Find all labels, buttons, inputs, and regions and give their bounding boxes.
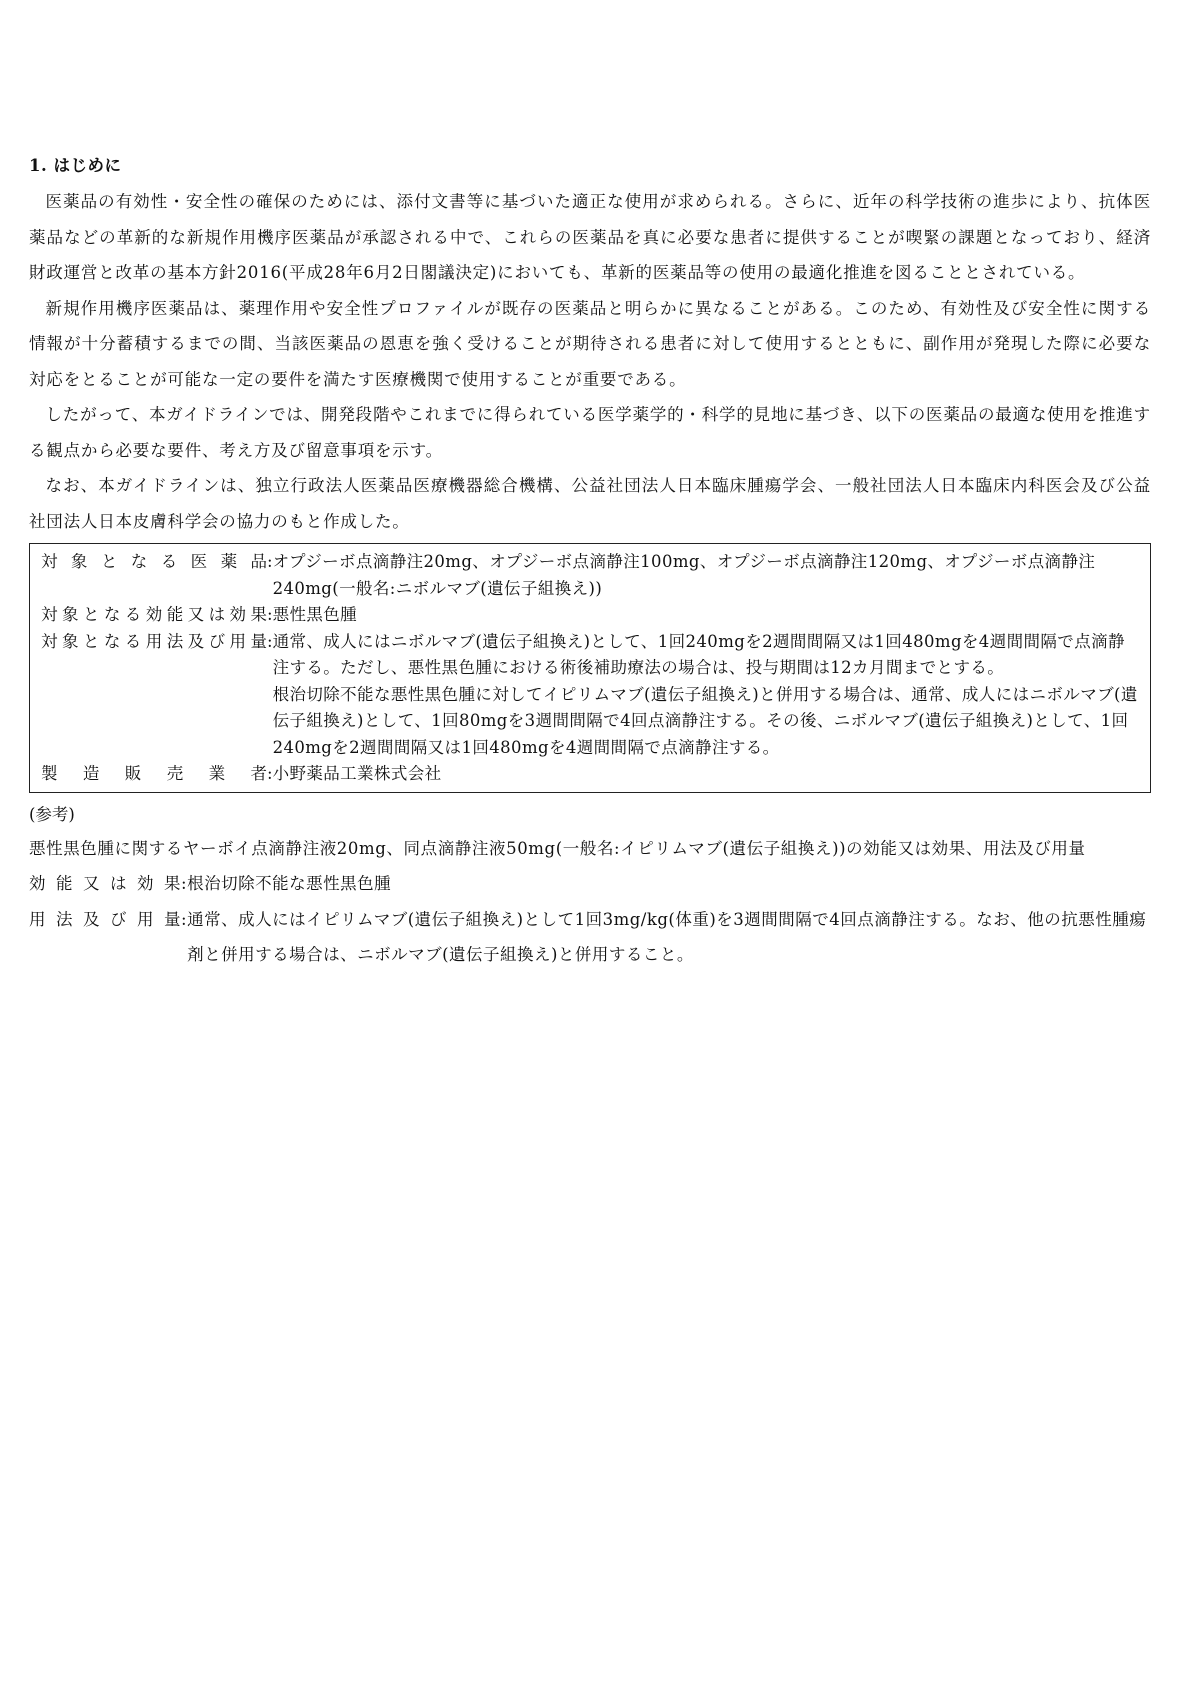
reference-heading: (参考) (29, 804, 75, 824)
info-label: 対象となる用法及び用量 (41, 631, 267, 651)
info-label: 製造販売業者 (41, 764, 267, 783)
reference-row-indication (29, 866, 1151, 902)
info-colon: : (267, 764, 273, 783)
reference-value: 根治切除不能な悪性黒色腫 (187, 874, 392, 893)
section-heading: 1. はじめに (29, 156, 122, 175)
info-row-indication (40, 602, 1140, 629)
info-colon: : (267, 552, 273, 571)
info-value-line: 根治切除不能な悪性黒色腫に対してイピリムマブ(遺伝子組換え)と併用する場合は、通常、成人にはニボルマブ(遺伝子組換え)として、1回80mgを3週間間隔で4回点滴静注する。その後、ニボルマブ(遺伝子組換え)として、1回240mgを2週間間隔又は1回480mgを4週間間隔で点滴静注する。 (272, 684, 1138, 757)
reference-label: 効能又は効果 (29, 874, 181, 893)
paragraph: 医薬品の有効性・安全性の確保のためには、添付文書等に基づいた適正な使用が求められる。さらに、近年の科学技術の進歩により、抗体医薬品などの革新的な新規作用機序医薬品が承認される中で、これらの医薬品を真に必要な患者に提供することが喫緊の課題となっており、経済財政運営と改革の基本方針2016(平成28年6月2日閣議決定)においても、革新的医薬品等の使用の最適化推進を図ることとされている。 (29, 192, 1151, 282)
drug-info-box (29, 543, 1151, 793)
info-value-line: 小野薬品工業株式会社 (272, 764, 442, 783)
reference-label: 用法及び用量 (29, 909, 181, 929)
reference-intro: 悪性黒色腫に関するヤーボイ点滴静注液20mg、同点滴静注液50mg(一般名:イピリムマブ(遺伝子組換え))の効能又は効果、用法及び用量 (29, 838, 1086, 858)
info-value (273, 761, 1140, 788)
reference-colon: : (181, 874, 188, 893)
info-value (273, 602, 1140, 629)
info-colon: : (267, 631, 273, 651)
paragraph: したがって、本ガイドラインでは、開発段階やこれまでに得られている医学薬学的・科学的見地に基づき、以下の医薬品の最適な使用を推進する観点から必要な要件、考え方及び留意事項を示す。 (29, 405, 1151, 460)
info-row-target-drug (40, 549, 1140, 602)
info-value (273, 549, 1140, 602)
info-row-manufacturer (40, 761, 1140, 788)
info-colon: : (267, 605, 273, 624)
reference-block (29, 799, 1151, 973)
info-label: 対象となる医薬品 (41, 552, 267, 571)
paragraph: なお、本ガイドラインは、独立行政法人医薬品医療機器総合機構、公益社団法人日本臨床腫瘍学会、一般社団法人日本臨床内科医会及び公益社団法人日本皮膚科学会の協力のもと作成した。 (29, 476, 1151, 531)
info-value-line: オプジーボ点滴静注20mg、オプジーボ点滴静注100mg、オプジーボ点滴静注120mg、オプジーボ点滴静注240mg(一般名:ニボルマブ(遺伝子組換え)) (272, 552, 1096, 598)
info-row-dosage (40, 629, 1140, 762)
reference-value: 通常、成人にはイピリムマブ(遺伝子組換え)として1回3mg/kg(体重)を3週間間隔で4回点滴静注する。なお、他の抗悪性腫瘍剤と併用する場合は、ニボルマブ(遺伝子組換え)と併用すること。 (187, 909, 1147, 964)
info-value-line: 通常、成人にはニボルマブ(遺伝子組換え)として、1回240mgを2週間間隔又は1回480mgを4週間間隔で点滴静注する。ただし、悪性黒色腫における術後補助療法の場合は、投与期間は12カ月間までとする。 (272, 631, 1125, 677)
reference-colon: : (181, 909, 188, 929)
info-value (273, 629, 1140, 762)
paragraph: 新規作用機序医薬品は、薬理作用や安全性プロファイルが既存の医薬品と明らかに異なることがある。このため、有効性及び安全性に関する情報が十分蓄積するまでの間、当該医薬品の恩恵を強く受けることが期待される患者に対して使用するとともに、副作用が発現した際に必要な対応をとることが可能な一定の要件を満たす医療機関で使用することが重要である。 (29, 298, 1151, 389)
reference-row-dosage (29, 902, 1151, 973)
info-value-line: 悪性黒色腫 (272, 605, 358, 624)
document-page (29, 148, 1151, 973)
info-label: 対象となる効能又は効果 (41, 605, 267, 624)
